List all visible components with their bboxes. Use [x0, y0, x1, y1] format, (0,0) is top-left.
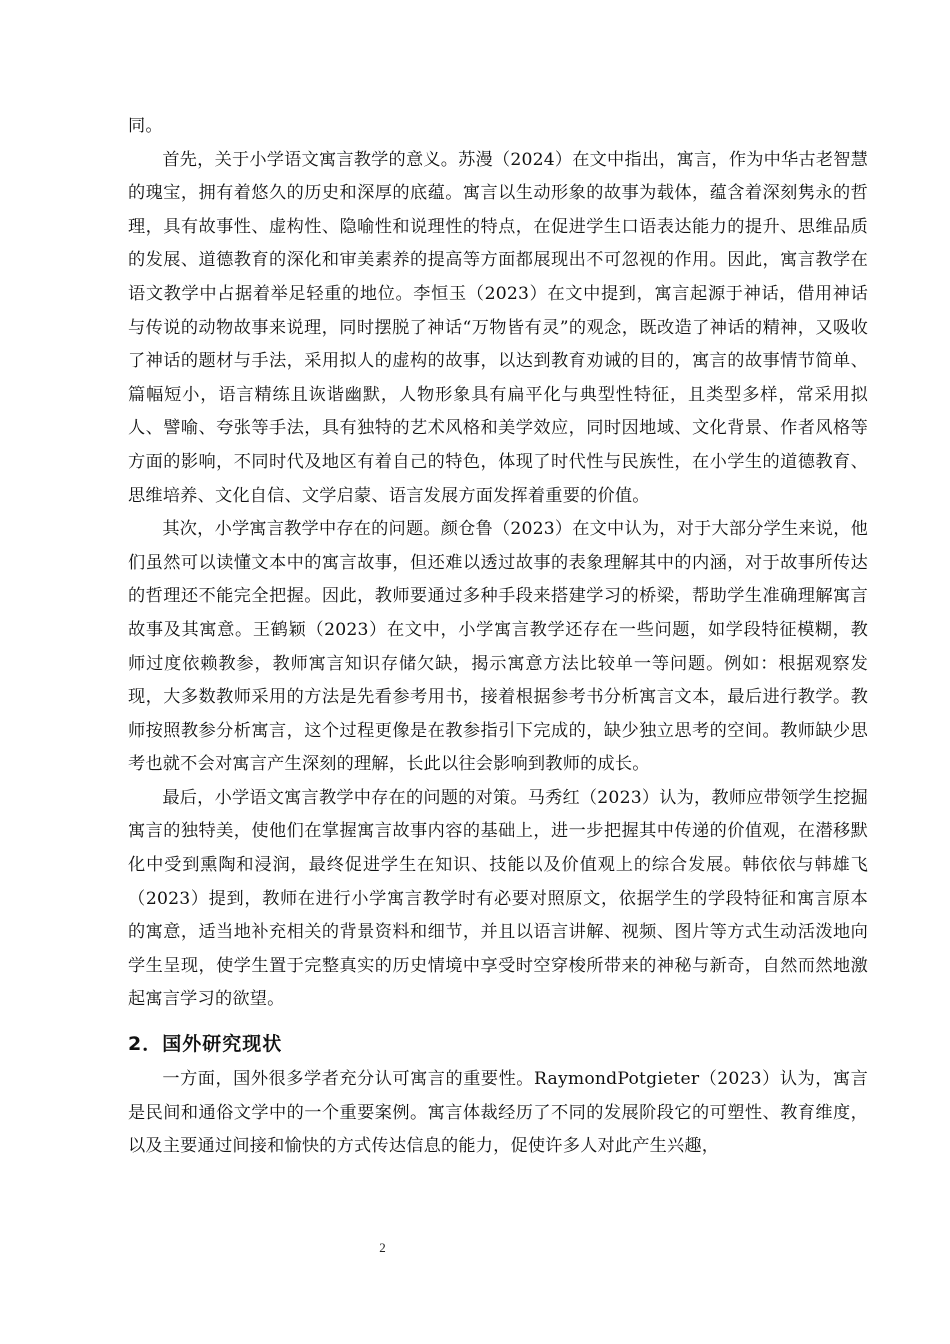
page-number: 2 — [379, 1240, 386, 1255]
paragraph-continuation: 同。 — [128, 116, 163, 136]
paragraph-significance: 首先，关于小学语文寓言教学的意义。苏漫（2024）在文中指出，寓言，作为中华古老智慧的瑰宝，拥有着悠久的历史和深厚的底蕴。寓言以生动形象的故事为载体，蕴含着深刻隽永的哲理，具有故事性、虚构性、隐喻性和说理性的特点，在促进学生口语表达能力的提升、思维品质的发展、道德教育的深化和审美素养的提高等方面都展现出不可忽视的作用。因此，寓言教学在语文教学中占据着举足轻重的地位。李恒玉（2023）在文中提到，寓言起源于神话，借用神话与传说的动物故事来说理，同时摆脱了神话“万物皆有灵”的观念，既改造了神话的精神，又吸收了神话的题材与手法，采用拟人的虚构的故事，以达到教育劝诫的目的，寓言的故事情节简单、篇幅短小，语言精练且诙谐幽默，人物形象具有扁平化与典型性特征，且类型多样，常采用拟人、譬喻、夸张等手法，具有独特的艺术风格和美学效应，同时因地域、文化背景、作者风格等方面的影响，不同时代及地区有着自己的特色，体现了时代性与民族性，在小学生的道德教育、思维培养、文化自信、文学启蒙、语言发展方面发挥着重要的价值。 — [128, 149, 868, 506]
paragraph-countermeasures: 最后，小学语文寓言教学中存在的问题的对策。马秀红（2023）认为，教师应带领学生挖掘寓言的独特美，使他们在掌握寓言故事内容的基础上，进一步把握其中传递的价值观，在潜移默化中受到熏陶和浸润，最终促进学生在知识、技能以及价值观上的综合发展。韩依依与韩雄飞（2023）提到，教师在进行小学寓言教学时有必要对照原文，依据学生的学段特征和寓言原本的寓意，适当地补充相关的背景资料和细节，并且以语言讲解、视频、图片等方式生动活泼地向学生呈现，使学生置于完整真实的历史情境中享受时空穿梭所带来的神秘与新奇，自然而然地激起寓言学习的欲望。 — [128, 787, 868, 1010]
paragraph-problems: 其次，小学寓言教学中存在的问题。颜仓鲁（2023）在文中认为，对于大部分学生来说，他们虽然可以读懂文本中的寓言故事，但还难以透过故事的表象理解其中的内涵，对于故事所传达的哲理还不能完全把握。因此，教师要通过多种手段来搭建学习的桥梁，帮助学生准确理解寓言故事及其寓意。王鹤颖（2023）在文中，小学寓言教学还存在一些问题，如学段特征模糊，教师过度依赖教参，教师寓言知识存储欠缺，揭示寓意方法比较单一等问题。例如：根据观察发现，大多数教师采用的方法是先看参考用书，接着根据参考书分析寓言文本，最后进行教学。教师按照教参分析寓言，这个过程更像是在教参指引下完成的，缺少独立思考的空间。教师缺少思考也就不会对寓言产生深刻的理解，长此以往会影响到教师的成长。 — [128, 519, 868, 775]
paragraph-foreign-research: 一方面，国外很多学者充分认可寓言的重要性。RaymondPotgieter（2023）认为，寓言是民间和通俗文学中的一个重要案例。寓言体裁经历了不同的发展阶段它的可塑性、教育维度，以及主要通过间接和愉快的方式传达信息的能力，促使许多人对此产生兴趣， — [128, 1069, 868, 1157]
document-body — [128, 110, 868, 1164]
section-heading: 2．国外研究现状 — [128, 1033, 283, 1056]
